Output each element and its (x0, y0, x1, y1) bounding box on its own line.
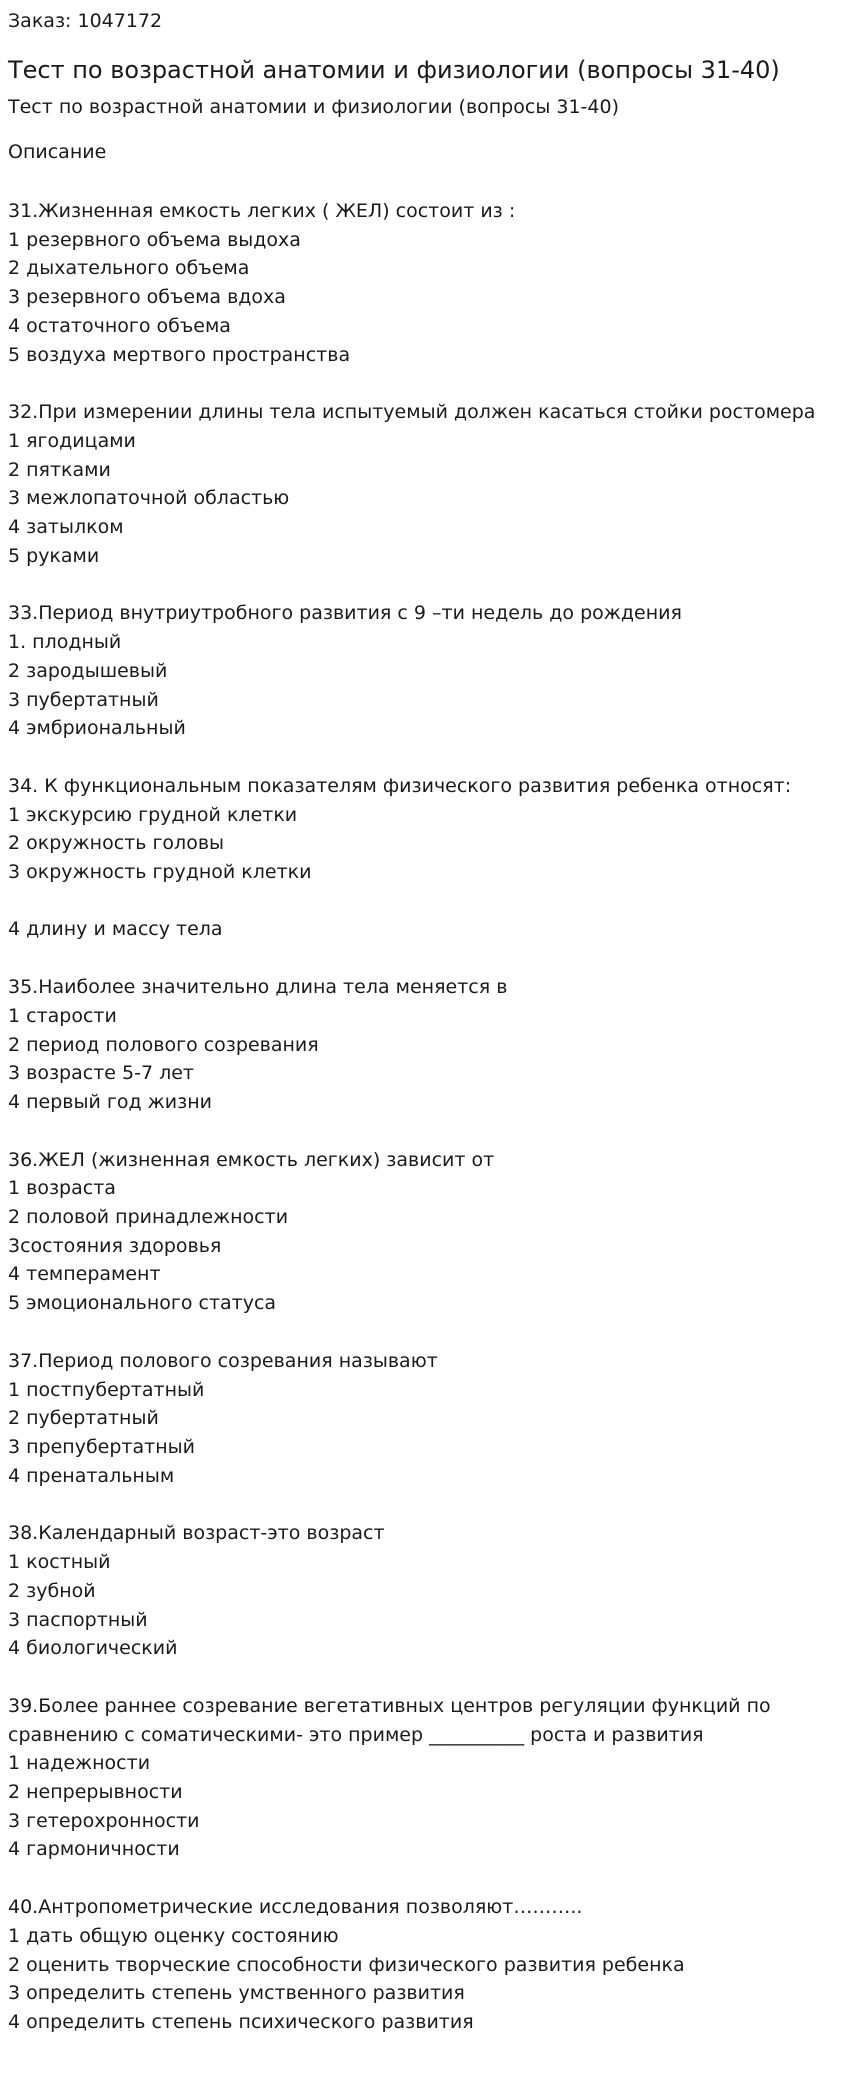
answer-option: 3 возрасте 5-7 лет (8, 1062, 194, 1085)
answer-option: 4 первый год жизни (8, 1090, 213, 1113)
answer-option: 2 зародышевый (8, 659, 168, 682)
answer-option: 5 руками (8, 544, 100, 567)
answer-option: 2 окружность головы (8, 832, 225, 855)
answer-option: 4 эмбриональный (8, 717, 186, 740)
answer-option: 3 определить степень умственного развития (8, 1982, 465, 2005)
answer-option: 2 непрерывности (8, 1781, 183, 1804)
answer-option: 1 постпубертатный (8, 1378, 205, 1401)
answer-option: 2 пятками (8, 458, 111, 481)
answer-option: 2 половой принадлежности (8, 1206, 289, 1229)
answer-option: 1. плодный (8, 631, 122, 654)
answer-option: 2 период полового созревания (8, 1033, 319, 1056)
answer-option: 4 гармоничности (8, 1838, 180, 1861)
question-text: 34. К функциональным показателям физического развития ребенка относят: (8, 774, 792, 797)
question-text: 38.Календарный возраст-это возраст (8, 1522, 385, 1545)
description-label: Описание (8, 141, 107, 163)
question-text: 40.Антропометрические исследования позволяют……….. (8, 1896, 583, 1919)
answer-option: 1 резервного объема выдоха (8, 228, 301, 251)
answer-option: 3 резервного объема вдоха (8, 286, 286, 309)
question-text: 33.Период внутриутробного развития с 9 –ти недель до рождения (8, 602, 682, 625)
question-38 (8, 1519, 839, 1663)
answer-option: 1 дать общую оценку состоянию (8, 1924, 339, 1947)
answer-option: 5 воздуха мертвого пространства (8, 343, 351, 366)
question-text: 35.Наиболее значительно длина тела меняется в (8, 976, 508, 999)
answer-option: 2 пубертатный (8, 1407, 159, 1430)
answer-option: 1 старости (8, 1004, 117, 1027)
answer-option: 3 паспортный (8, 1608, 148, 1631)
question-31 (8, 197, 839, 369)
question-text: 37.Период полового созревания называют (8, 1349, 438, 1372)
answer-option: 3 пубертатный (8, 688, 159, 711)
question-text: 36.ЖЕЛ (жизненная емкость легких) зависит от (8, 1148, 495, 1171)
question-text: 32.При измерении длины тела испытуемый должен касаться стойки ростомера (8, 401, 816, 424)
answer-option: 4 биологический (8, 1637, 178, 1660)
answer-option: 4 темперамент (8, 1263, 161, 1286)
question-32 (8, 398, 839, 570)
answer-option: 3 межлопаточной областью (8, 487, 290, 510)
answer-option: 1 ягодицами (8, 429, 136, 452)
question-text: 39.Более раннее созревание вегетативных центров регуляции функций по сравнению с соматическими- это пример __________ роста и развития (8, 1694, 777, 1746)
answer-option: 4 затылком (8, 516, 124, 539)
answer-option: 3 окружность грудной клетки (8, 861, 312, 884)
answer-option: 4 определить степень психического развития (8, 2010, 474, 2033)
question-39 (8, 1692, 839, 1864)
answer-option: 2 зубной (8, 1579, 96, 1602)
question-36 (8, 1146, 839, 1318)
answer-option: 1 надежности (8, 1752, 151, 1775)
answer-option: 4 пренатальным (8, 1464, 175, 1487)
answer-option: 1 экскурсию грудной клетки (8, 803, 298, 826)
answer-option: 4 длину и массу тела (8, 918, 223, 941)
answer-option: 5 эмоционального статуса (8, 1292, 277, 1315)
answer-option: 2 оценить творческие способности физического развития ребенка (8, 1953, 685, 1976)
question-34 (8, 772, 839, 944)
answer-option: 2 дыхательного объема (8, 257, 250, 280)
order-number: Заказ: 1047172 (8, 10, 163, 32)
answer-option: 3 гетерохронности (8, 1809, 200, 1832)
page-subtitle: Тест по возрастной анатомии и физиологии (вопросы 31-40) (8, 96, 619, 118)
answer-option: 1 костный (8, 1551, 111, 1574)
question-text: 31.Жизненная емкость легких ( ЖЕЛ) состоит из : (8, 200, 516, 222)
question-33 (8, 599, 839, 743)
question-35 (8, 973, 839, 1117)
answer-option: 3 препубертатный (8, 1436, 195, 1458)
answer-option: 1 возраста (8, 1177, 116, 1200)
page-title: Тест по возрастной анатомии и физиологии (вопросы 31-40) (8, 56, 780, 84)
question-list (8, 197, 839, 2037)
question-40 (8, 1893, 839, 2037)
answer-option: 4 остаточного объема (8, 314, 231, 337)
question-37 (8, 1347, 839, 1491)
answer-option: 3состояния здоровья (8, 1234, 222, 1257)
